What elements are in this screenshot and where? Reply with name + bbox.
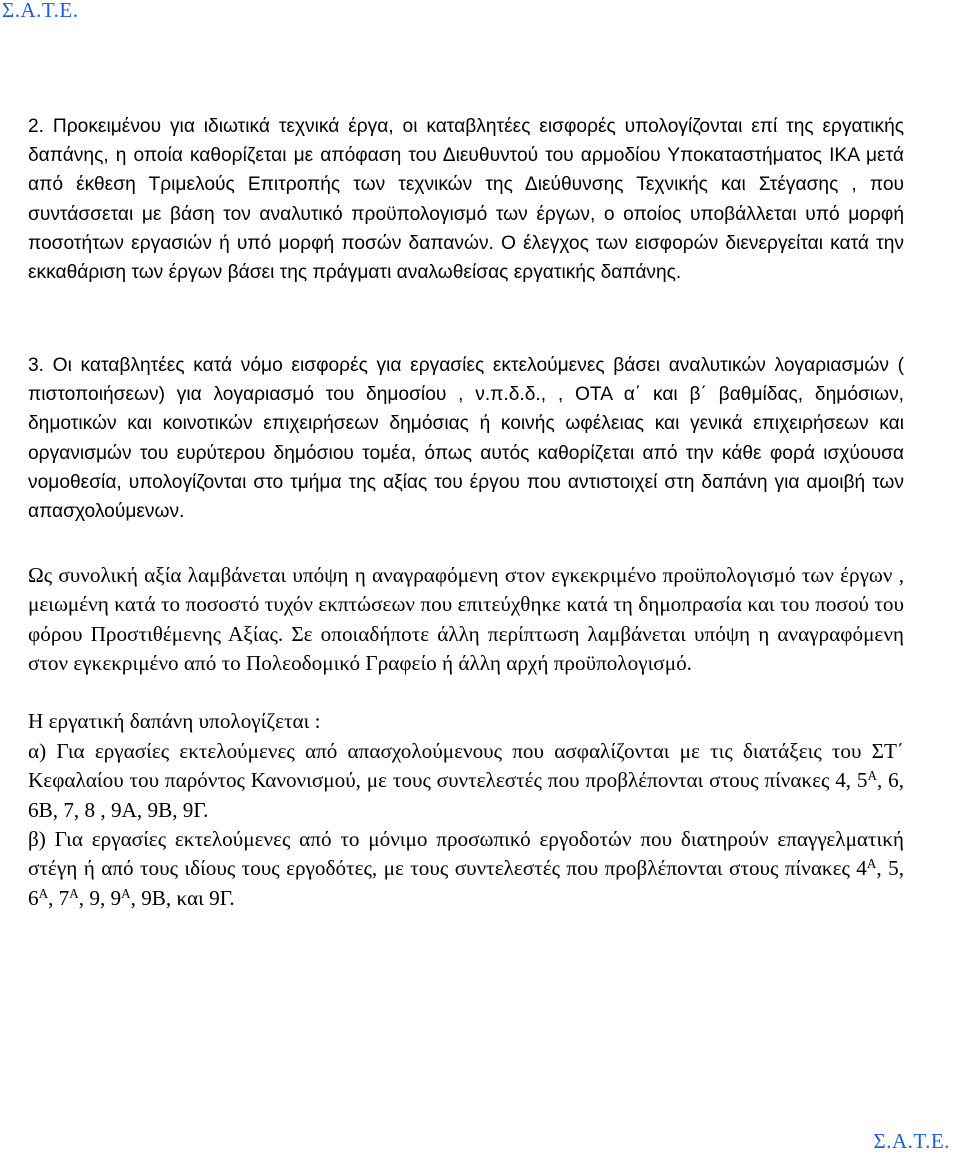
paragraph-2-text: Προκειμένου για ιδιωτικά τεχνικά έργα, οι καταβλητέες εισφορές υπολογίζονται επί της εργατικής δαπάνης, η οποία καθορίζεται με απόφαση του Διευθυντού του αρμοδίου Υποκαταστήματος ΙΚΑ μετά από έκθεση Τριμελούς Επιτροπής των τεχνικών της Διεύθυνσης Τεχνικής και Στέγασης , που συντάσσεται με βάση τον αναλυτικό προϋπολογισμό των έργων, ο οποίος υποβάλλεται υπό μορφή ποσοτήτων εργασιών ή υπό μορφή ποσών δαπανών. Ο έλεγχος των εισφορών διενεργείται κατά την εκκαθάριση των έργων βάσει της πράγματι αναλωθείσας εργατικής δαπάνης.	[28, 116, 904, 284]
item-b-superscript-3: Α	[69, 885, 79, 901]
item-b-text-5: , 9Β, και 9Γ.	[130, 885, 235, 910]
paragraph-item-a	[28, 737, 904, 825]
item-b-text-2: , 5, 6	[28, 856, 904, 910]
paragraph-2	[28, 112, 904, 287]
paragraph-2-number: 2.	[28, 116, 45, 137]
paragraph-3	[28, 351, 904, 526]
page-footer: Σ.Α.Τ.Ε.	[873, 1129, 950, 1153]
paragraph-3-text: Οι καταβλητέες κατά νόμο εισφορές για εργασίες εκτελούμενες βάσει αναλυτικών λογαριασμών ( πιστοποιήσεων) για λογαριασμό του δημοσίου , ν.π.δ.δ., , ΟΤΑ α΄ και β΄ βαθμίδας, δημόσιων, δημοτικών και κοινοτικών επιχειρήσεων δημόσιας ή κοινής ωφέλειας και γενικά επιχειρήσεων και οργανισμών του ευρύτερου δημόσιου τομέα, όπως αυτός καθορίζεται από την κάθε φορά ισχύουσα νομοθεσία, υπολογίζονται στο τμήμα της αξίας του έργου που αντιστοιχεί στη δαπάνη για αμοιβή των απασχολούμενων.	[28, 355, 904, 523]
item-b-text-3: , 7	[48, 885, 70, 910]
page-header: Σ.Α.Τ.Ε.	[2, 0, 79, 22]
item-a-text-2: , 6, 6Β, 7, 8 , 9Α, 9Β, 9Γ.	[28, 768, 904, 822]
item-b-text-1: β) Για εργασίες εκτελούμενες από το μόνιμο προσωπικό εργοδοτών που διατηρούν επαγγελματική στέγη ή από τους ιδίους τους εργοδότες, με τους συντελεστές που προβλέπονται στους πίνακες 4	[28, 827, 904, 881]
item-b-superscript-2: Α	[38, 885, 49, 901]
item-b-text-4: , 9, 9	[78, 885, 122, 910]
item-a-superscript: Α	[867, 768, 877, 784]
paragraph-item-b	[28, 825, 904, 913]
item-a-text-1: α) Για εργασίες εκτελούμενες από απασχολούμενους που ασφαλίζονται με τις διατάξεις του ΣΤ΄ Κεφαλαίου του παρόντος Κανονισμού, με τους συντελεστές που προβλέπονται στους πίνακες 4, 5	[28, 739, 904, 793]
item-b-superscript-4: Α	[121, 885, 131, 901]
paragraph-labor-cost-heading: Η εργατική δαπάνη υπολογίζεται :	[28, 709, 321, 733]
paragraph-3-number: 3.	[28, 355, 45, 376]
paragraph-total-value: Ως συνολική αξία λαμβάνεται υπόψη η αναγραφόμενη στον εγκεκριμένο προϋπολογισμό των έργων , μειωμένη κατά το ποσοστό τυχόν εκπτώσεων που επιτεύχθηκε κατά τη δημοπρασία και του ποσού του φόρου Προστιθέμενης Αξίας. Σε οποιαδήποτε άλλη περίπτωση λαμβάνεται υπόψη η αναγραφόμενη στον εγκεκριμένο από το Πολεοδομικό Γραφείο ή άλλη αρχή προϋπολογισμό.	[28, 563, 904, 675]
item-b-superscript-1: Α	[866, 856, 877, 872]
